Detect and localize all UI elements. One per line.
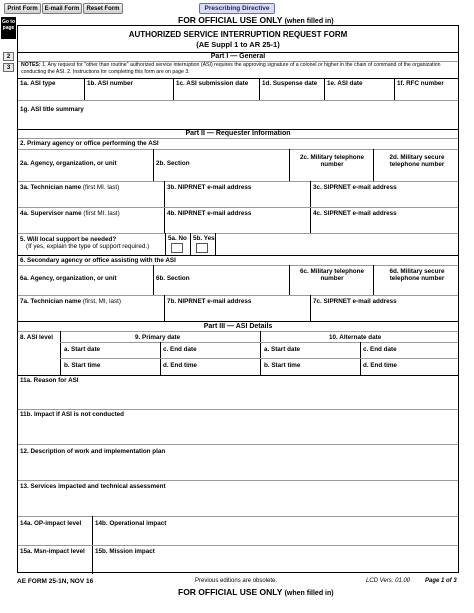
supervisor-siprnet-field[interactable]: 4c. SIPRNET e-mail address: [313, 210, 397, 217]
alternate-date-label: 10. Alternate date: [329, 334, 382, 341]
support-no-label: 5a. No: [168, 235, 187, 242]
asi-type-field[interactable]: 1a. ASI type: [20, 80, 56, 87]
secondary-technician-name-label: 7a. Technician name: [20, 298, 82, 305]
form-subtitle: (AE Suppl 1 to AR 25-1): [196, 40, 280, 49]
reset-form-button[interactable]: Reset Form: [83, 3, 123, 14]
alternate-start-date-field[interactable]: a. Start date: [264, 346, 301, 353]
primary-start-date-field[interactable]: a. Start date: [64, 346, 101, 353]
official-use-header: [178, 15, 334, 25]
go-to-page-2-button[interactable]: 2: [3, 52, 14, 61]
support-yes-checkbox[interactable]: [196, 243, 208, 253]
notes-block: [21, 62, 455, 75]
when-filled-text: (when filled in): [284, 18, 334, 25]
obsolete-notice: Previous editions are obsolete.: [195, 578, 278, 584]
local-support-question: [20, 236, 160, 250]
secondary-technician-name-field[interactable]: [20, 298, 121, 305]
form-title: AUTHORIZED SERVICE INTERRUPTION REQUEST FORM: [128, 30, 348, 39]
secondary-military-phone-field[interactable]: 6c. Military telephone number: [299, 268, 365, 282]
primary-military-phone-field[interactable]: 2c. Military telephone number: [299, 154, 365, 168]
notes-text: 1. Any request for "other than routine" authorized service interruption (ASI) requires the approving signature of a colonel or higher in the chain of command of the organization conducting the ASI. 2. Instructions for completing this form are on page 3.: [21, 62, 441, 75]
prescribing-directive-button[interactable]: Prescribing Directive: [199, 3, 275, 14]
primary-start-time-field[interactable]: b. Start time: [64, 362, 101, 369]
official-use-footer: [178, 587, 334, 597]
local-support-explanation-field[interactable]: [216, 234, 459, 255]
asi-submission-date-field[interactable]: 1c. ASI submission date: [176, 80, 249, 87]
go-to-page-label: Go to page: [1, 17, 16, 39]
supervisor-name-label: 4a. Supervisor name: [20, 210, 82, 217]
notes-label: NOTES:: [21, 62, 41, 68]
asi-number-field[interactable]: 1b. ASI number: [87, 80, 133, 87]
form-id: AE FORM 25-1N, NOV 16: [17, 578, 94, 585]
secondary-technician-name-hint: (first, MI, last): [82, 298, 122, 305]
part-1-heading: Part I — General: [210, 53, 266, 60]
operational-impact-field[interactable]: 14b. Operational impact: [95, 520, 167, 527]
msn-impact-level-field[interactable]: 15a. Msn-impact level: [20, 548, 85, 555]
supervisor-niprnet-field[interactable]: 4b. NIPRNET e-mail address: [167, 210, 252, 217]
primary-agency-unit-field[interactable]: 2a. Agency, organization, or unit: [20, 160, 117, 167]
supervisor-name-field[interactable]: [20, 210, 120, 217]
asi-date-field[interactable]: 1e. ASI date: [327, 80, 363, 87]
form-version: LCD Vers. 01.00: [366, 578, 411, 584]
technician-siprnet-field[interactable]: 3c. SIPRNET e-mail address: [313, 184, 397, 191]
primary-end-time-field[interactable]: d. End time: [163, 362, 197, 369]
support-yes-label: 5b. Yes: [193, 235, 215, 242]
impact-if-not-conducted-field[interactable]: 11b. Impact if ASI is not conducted: [20, 411, 125, 418]
technician-name-hint: (first MI. last): [82, 184, 120, 191]
part-2-heading: Part II — Requester Information: [185, 130, 291, 137]
email-form-button[interactable]: E-mail Form: [42, 3, 82, 14]
page-number: Page 1 of 3: [425, 578, 457, 584]
secondary-agency-label: 6. Secondary agency or office assisting with the ASI: [20, 257, 176, 264]
print-form-button[interactable]: Print Form: [4, 3, 41, 14]
technician-name-label: 3a. Technician name: [20, 184, 82, 191]
local-support-hint: (If yes, explain the type of support required.): [26, 243, 150, 250]
technician-name-field[interactable]: [20, 184, 119, 191]
when-filled-footer-text: (when filled in): [284, 590, 334, 597]
primary-date-label: 9. Primary date: [135, 334, 181, 341]
official-use-footer-text: FOR OFFICIAL USE ONLY: [178, 587, 283, 597]
asi-request-form: [17, 25, 459, 573]
secondary-secure-phone-field[interactable]: 6d. Military secure telephone number: [389, 268, 445, 282]
part-3-heading: Part III — ASI Details: [203, 323, 273, 330]
alternate-end-date-field[interactable]: c. End date: [363, 346, 397, 353]
primary-end-date-field[interactable]: c. End date: [163, 346, 197, 353]
support-no-checkbox[interactable]: [171, 243, 183, 253]
local-support-label: 5. Will local support be needed?: [20, 236, 117, 243]
primary-secure-phone-field[interactable]: 2d. Military secure telephone number: [389, 154, 445, 168]
alternate-start-time-field[interactable]: b. Start time: [264, 362, 301, 369]
supervisor-name-hint: (first MI. last): [83, 210, 120, 217]
primary-section-field[interactable]: 2b. Section: [156, 160, 190, 167]
rfc-number-field[interactable]: 1f. RFC number: [397, 80, 444, 87]
primary-agency-label: 2. Primary agency or office performing the ASI: [20, 140, 159, 147]
op-impact-level-field[interactable]: 14a. OP-impact level: [20, 520, 82, 527]
services-impacted-field[interactable]: 13. Services impacted and technical assessment: [20, 483, 166, 490]
alternate-end-time-field[interactable]: d. End time: [363, 362, 397, 369]
mission-impact-field[interactable]: 15b. Mission impact: [95, 548, 155, 555]
suspense-date-field[interactable]: 1d. Suspense date: [262, 80, 318, 87]
secondary-agency-unit-field[interactable]: 6a. Agency, organization, or unit: [20, 275, 117, 282]
go-to-page-3-button[interactable]: 3: [3, 63, 14, 72]
asi-level-field[interactable]: 8. ASI level: [20, 334, 54, 341]
secondary-technician-siprnet-field[interactable]: 7c. SIPRNET e-mail address: [313, 298, 397, 305]
official-use-text: FOR OFFICIAL USE ONLY: [178, 15, 283, 25]
secondary-section-field[interactable]: 6b. Section: [156, 275, 190, 282]
reason-for-asi-field[interactable]: 11a. Reason for ASI: [20, 377, 79, 384]
technician-niprnet-field[interactable]: 3b. NIPRNET e-mail address: [167, 184, 252, 191]
secondary-technician-niprnet-field[interactable]: 7b. NIPRNET e-mail address: [167, 298, 252, 305]
work-description-field[interactable]: 12. Description of work and implementation plan: [20, 448, 166, 455]
asi-title-summary-field[interactable]: 1g. ASI title summary: [20, 106, 84, 113]
